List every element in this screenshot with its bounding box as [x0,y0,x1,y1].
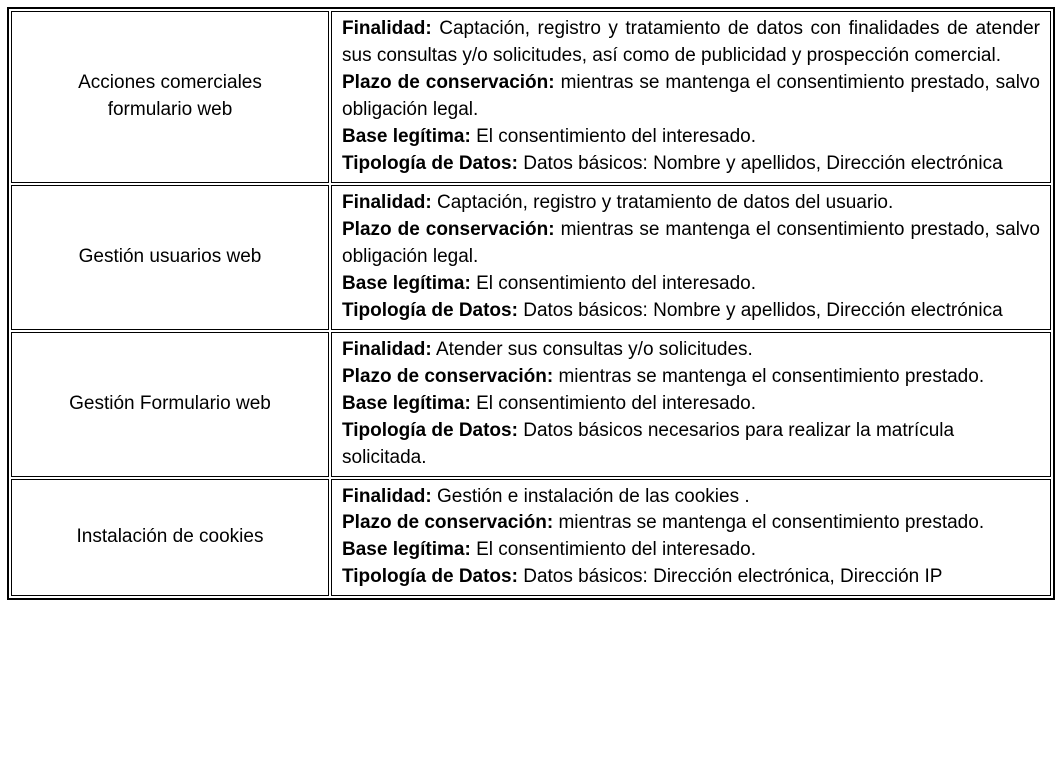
field-label: Plazo de conservación: [342,71,555,93]
field-label: Plazo de conservación: [342,218,555,240]
table-row [11,11,1051,183]
table-row [11,479,1051,597]
field-tipologia [342,298,1040,325]
field-text: El consentimiento del interesado. [476,539,756,561]
field-text: Gestión e instalación de las cookies . [437,485,750,507]
field-label: Tipología de Datos: [342,152,518,174]
field-text: Datos básicos: Dirección electrónica, Dirección IP [523,566,943,588]
field-text: El consentimiento del interesado. [476,125,756,147]
privacy-table-body [11,11,1051,596]
field-finalidad [342,484,1040,511]
field-label: Tipología de Datos: [342,299,518,321]
field-text: Datos básicos necesarios para realizar la matrícula solicitada. [342,419,955,468]
field-text: mientras se mantenga el consentimiento prestado. [558,365,985,387]
field-text: mientras se mantenga el consentimiento prestado, salvo obligación legal. [342,71,1040,120]
field-text: El consentimiento del interesado. [476,272,756,294]
field-label: Finalidad: [342,191,432,213]
privacy-table [7,7,1055,600]
field-text: mientras se mantenga el consentimiento prestado, salvo obligación legal. [342,218,1040,267]
field-label: Base legítima: [342,392,471,414]
field-finalidad [342,16,1040,70]
row-title-cell [11,479,329,597]
table-row [11,332,1051,477]
row-title-cell [11,11,329,183]
field-tipologia [342,418,1040,472]
field-text: mientras se mantenga el consentimiento prestado. [558,512,985,534]
row-content-cell [331,11,1051,183]
field-label: Tipología de Datos: [342,419,518,441]
row-title: Acciones comerciales formulario web [78,72,262,120]
field-finalidad [342,337,1040,364]
field-label: Base legítima: [342,272,471,294]
field-label: Base legítima: [342,539,471,561]
field-label: Base legítima: [342,125,471,147]
field-base [342,537,1040,564]
field-plazo [342,510,1040,537]
field-text: Datos básicos: Nombre y apellidos, Dirección electrónica [523,152,1003,174]
table-row [11,185,1051,330]
field-plazo [342,217,1040,271]
field-label: Finalidad: [342,485,432,507]
row-title: Gestión Formulario web [69,392,271,414]
field-text: Atender sus consultas y/o solicitudes. [435,338,753,360]
field-label: Finalidad: [342,18,432,39]
field-text: Captación, registro y tratamiento de datos con finalidades de atender sus consultas y/o solicitudes, así como de publicidad y prospección comercial. [342,18,1041,66]
field-tipologia [342,564,1040,591]
row-content-cell [331,185,1051,330]
field-base [342,391,1040,418]
field-base [342,124,1040,151]
field-tipologia [342,151,1040,178]
field-label: Tipología de Datos: [342,566,518,588]
field-label: Plazo de conservación: [342,365,554,387]
field-label: Plazo de conservación: [342,512,554,534]
field-base [342,271,1040,298]
row-content-cell [331,479,1051,597]
row-title-cell [11,332,329,477]
row-content-cell [331,332,1051,477]
row-title-cell [11,185,329,330]
field-plazo [342,70,1040,124]
row-title: Gestión usuarios web [78,245,262,267]
row-title: Instalación de cookies [76,526,264,548]
field-text: El consentimiento del interesado. [476,392,756,414]
field-finalidad [342,190,1040,217]
field-text: Captación, registro y tratamiento de datos del usuario. [437,191,894,213]
field-plazo [342,364,1040,391]
field-label: Finalidad: [342,338,432,360]
field-text: Datos básicos: Nombre y apellidos, Dirección electrónica [523,299,1003,321]
